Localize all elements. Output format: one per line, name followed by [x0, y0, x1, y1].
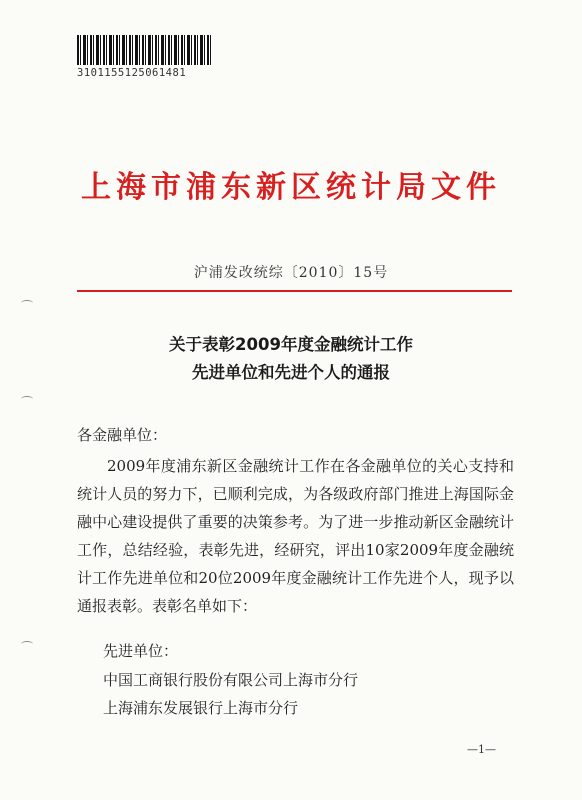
notice-title-line2: 先进单位和先进个人的通报: [192, 363, 390, 382]
punch-hole-mark: [21, 300, 33, 306]
list-heading: 先进单位：: [103, 642, 179, 660]
list-item: 上海浦东发展银行上海市分行: [103, 699, 299, 717]
punch-hole-mark: [21, 396, 33, 402]
punch-hole-mark: [21, 641, 33, 647]
advanced-units-list: [103, 637, 358, 723]
notice-title-line1: 关于表彰2009年度金融统计工作: [169, 335, 413, 354]
issuer-title: 上海市浦东新区统计局文件: [81, 170, 501, 205]
list-item: 中国工商银行股份有限公司上海市分行: [103, 670, 359, 689]
salutation: 各金融单位：: [77, 426, 168, 444]
document-number: 沪浦发改统综〔2010〕15号: [193, 265, 389, 281]
header-divider: [77, 290, 512, 292]
body-paragraph: 2009年度浦东新区金融统计工作在各金融单位的关心支持和统计人员的努力下，已顺利完成，为各级政府部门推进上海国际金融中心建设提供了重要的决策参考。为了进一步推动新区金融统计工作，总结经验，表彰先进，经研究，评出10家2009年度金融统计工作先进单位和20位2009年度金融统计工作先进个人，现予以通报表彰。表彰名单如下：: [77, 457, 514, 615]
notice-title: [0, 331, 582, 387]
barcode-number: 3101155125061481: [77, 67, 187, 79]
page-number: —1—: [467, 743, 496, 756]
barcode: [77, 35, 212, 79]
barcode-image: [77, 35, 212, 65]
